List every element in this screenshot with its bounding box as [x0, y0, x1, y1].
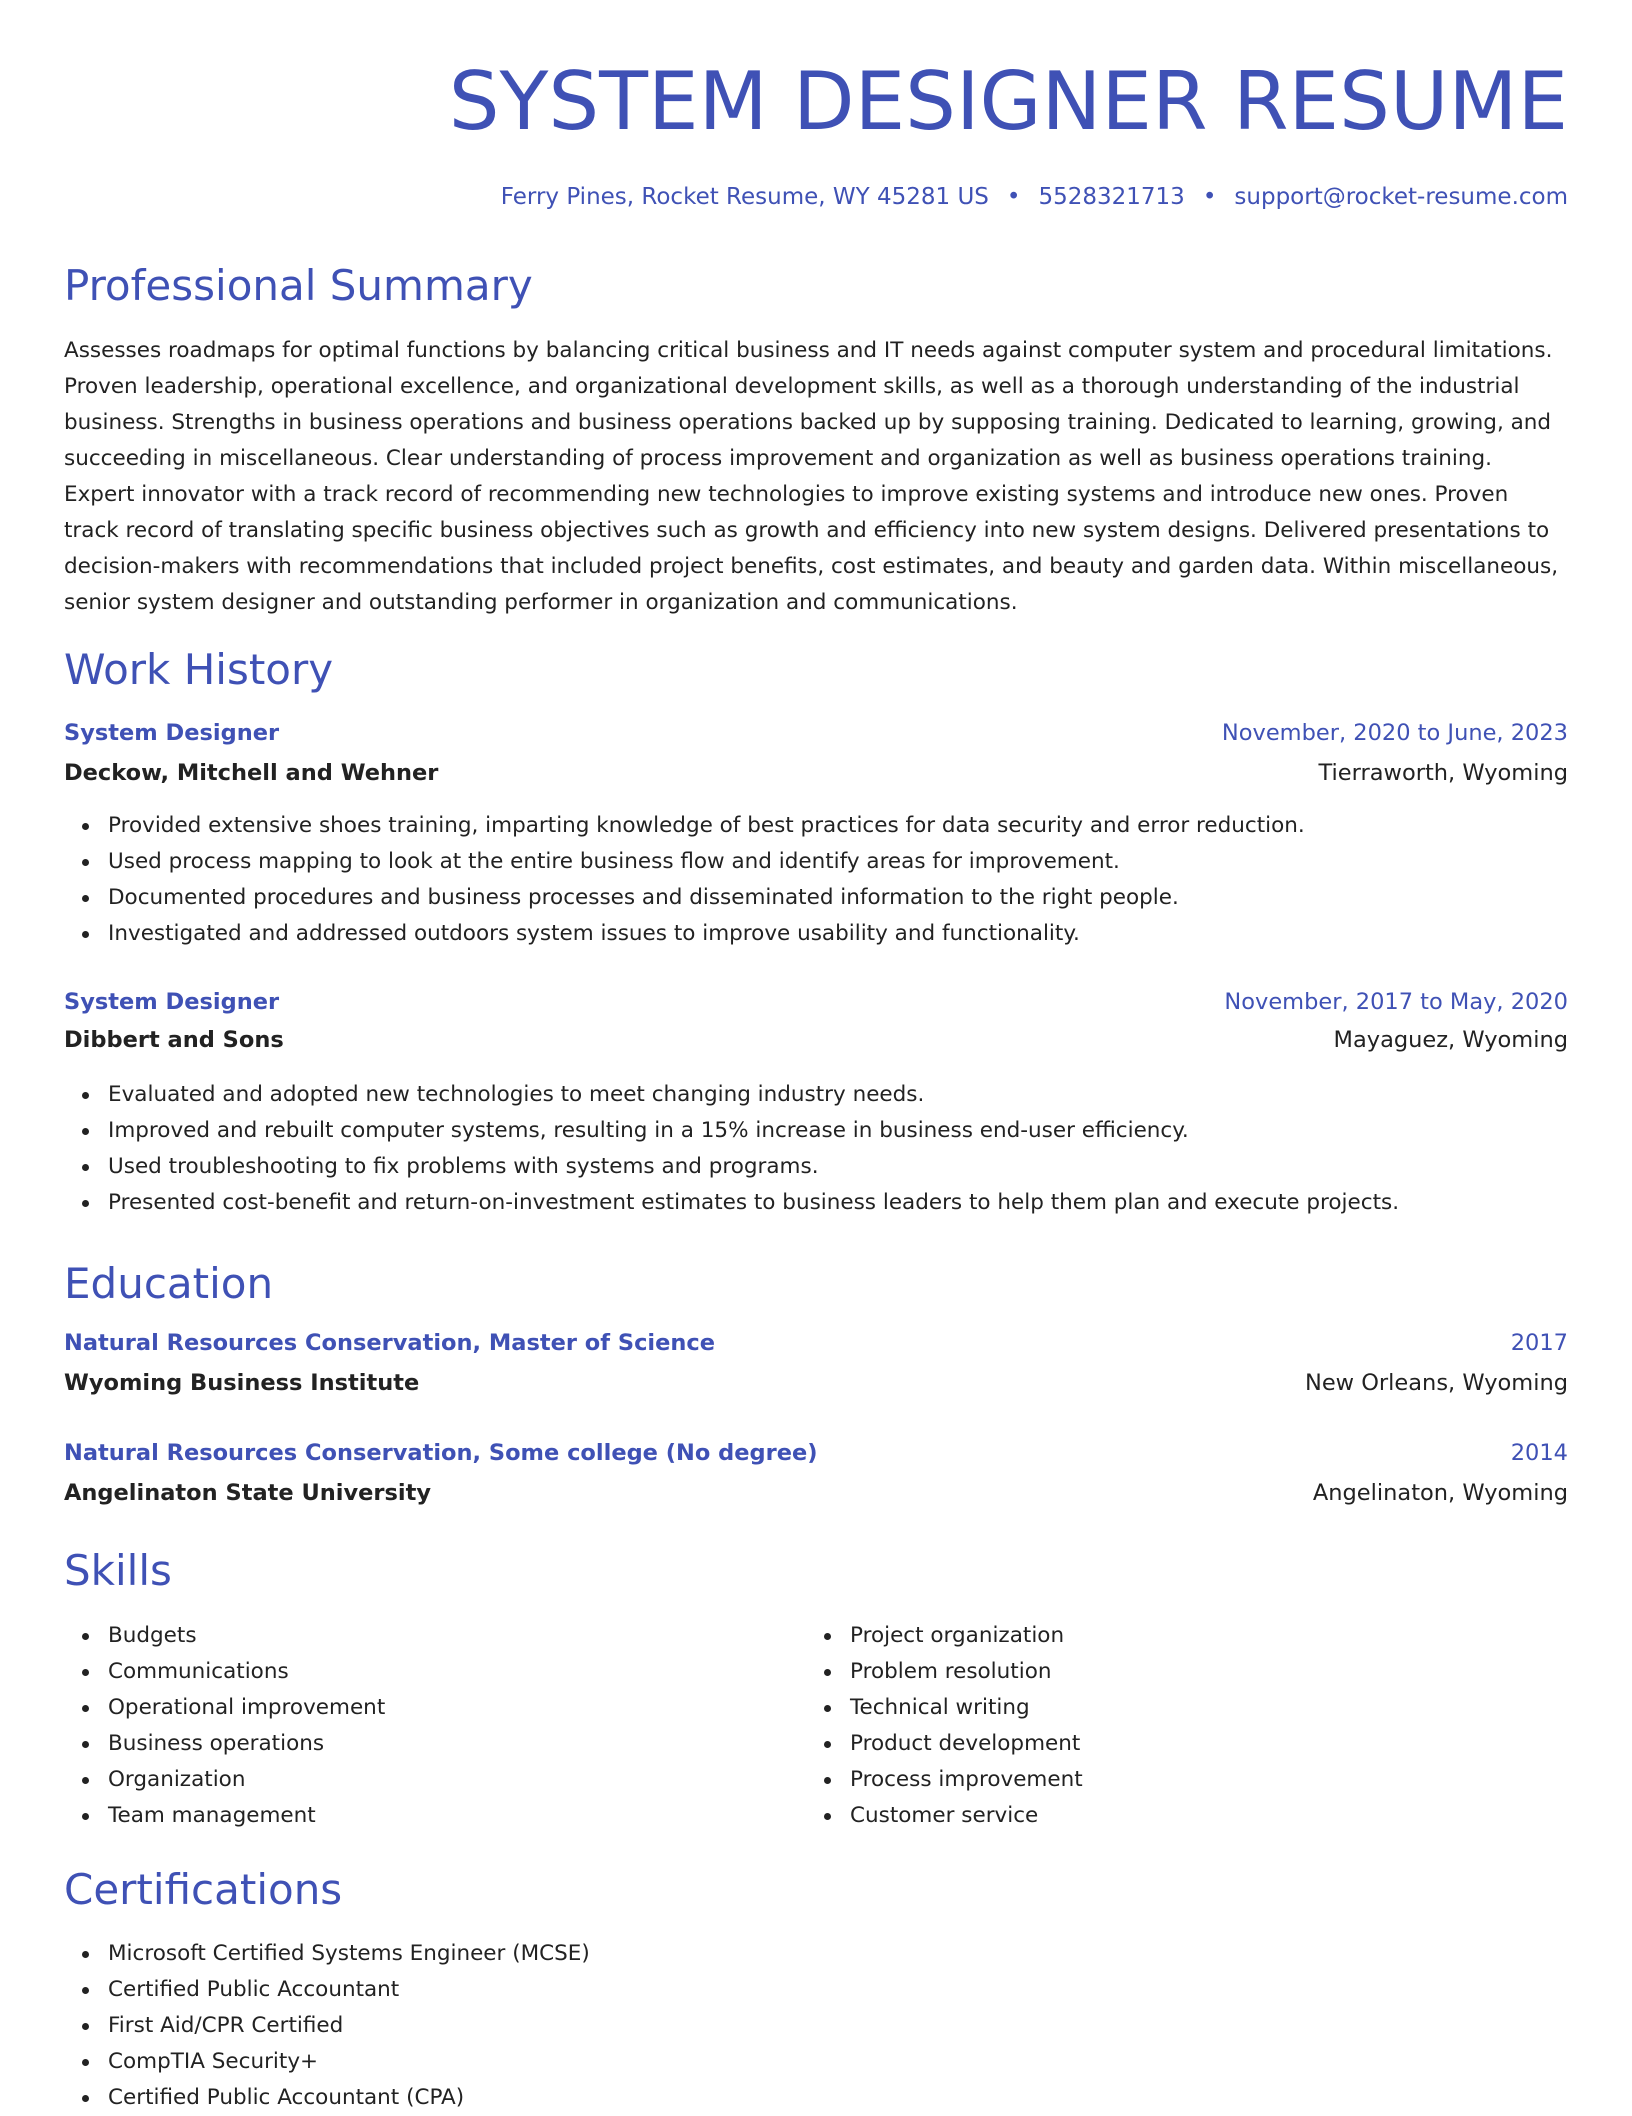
job-title: System Designer: [64, 989, 280, 1015]
list-item: Budgets: [108, 1618, 385, 1654]
job-bullets: [64, 1077, 1399, 1221]
job-company-row: [64, 1022, 1568, 1058]
education-degree: Natural Resources Conservation, Master of Science: [64, 1330, 716, 1356]
contact-line: [501, 180, 1568, 214]
list-item: Presented cost-benefit and return-on-investment estimates to business leaders to help them plan and execute projects.: [108, 1185, 1399, 1221]
list-item: Team management: [108, 1798, 385, 1834]
list-item: Customer service: [850, 1798, 1083, 1834]
list-item: Certified Public Accountant: [108, 1972, 590, 2008]
education-heading: Education: [64, 1259, 274, 1308]
list-item: Process improvement: [850, 1762, 1083, 1798]
education-school: Wyoming Business Institute: [64, 1370, 420, 1396]
list-item: Problem resolution: [850, 1654, 1083, 1690]
education-degree-row: [64, 1435, 1568, 1471]
job-location: Tierraworth, Wyoming: [1318, 760, 1568, 786]
list-item: Improved and rebuilt computer systems, resulting in a 15% increase in business end-user efficiency.: [108, 1113, 1399, 1149]
certifications-list: [64, 1936, 590, 2116]
job-title: System Designer: [64, 720, 280, 746]
list-item: Organization: [108, 1762, 385, 1798]
list-item: Evaluated and adopted new technologies to meet changing industry needs.: [108, 1077, 1399, 1113]
job-role-row: [64, 715, 1568, 751]
job-company: Deckow, Mitchell and Wehner: [64, 760, 439, 786]
job-company: Dibbert and Sons: [64, 1027, 284, 1053]
list-item: Used process mapping to look at the entire business flow and identify areas for improvement.: [108, 844, 1305, 880]
contact-address: Ferry Pines, Rocket Resume, WY 45281 US: [500, 184, 989, 210]
education-location: New Orleans, Wyoming: [1304, 1370, 1568, 1396]
education-school: Angelinaton State University: [64, 1480, 432, 1506]
job-dates: November, 2020 to June, 2023: [1221, 720, 1568, 746]
education-school-row: [64, 1365, 1568, 1401]
list-item: Business operations: [108, 1726, 385, 1762]
job-dates: November, 2017 to May, 2020: [1224, 989, 1568, 1015]
education-degree-row: [64, 1325, 1568, 1361]
education-year: 2014: [1510, 1440, 1568, 1466]
list-item: Used troubleshooting to fix problems with systems and programs.: [108, 1149, 1399, 1185]
summary-text: Assesses roadmaps for optimal functions by balancing critical business and IT needs against computer system and procedural limitations. Proven leadership, operational excellence, and organizational development skills, as well as a thorough understanding of the industrial business. Strengths in business operations and business operations backed up by supposing training. Dedicated to learning, growing, and succeeding in miscellaneous. Clear understanding of process improvement and organization as well as business operations training. Expert innovator with a track record of recommending new technologies to improve existing systems and introduce new ones. Proven track record of translating specific business objectives such as growth and efficiency into new system designs. Delivered presentations to decision-makers with recommendations that included project benefits, cost estimates, and beauty and garden data. Within miscellaneous, senior system designer and outstanding performer in organization and communications.: [64, 338, 1559, 615]
skills-list-right: [806, 1618, 1083, 1834]
job-location: Mayaguez, Wyoming: [1333, 1027, 1568, 1053]
list-item: Microsoft Certified Systems Engineer (MCSE): [108, 1936, 590, 1972]
job-company-row: [64, 755, 1568, 791]
education-school-row: [64, 1475, 1568, 1511]
contact-phone: 5528321713: [1038, 184, 1185, 210]
list-item: Certified Public Accountant (CPA): [108, 2080, 590, 2116]
job-bullets: [64, 808, 1305, 952]
list-item: CompTIA Security+: [108, 2044, 590, 2080]
certifications-heading: Certifications: [64, 1865, 343, 1914]
skills-heading: Skills: [64, 1546, 172, 1595]
job-role-row: [64, 984, 1568, 1020]
summary-heading: Professional Summary: [64, 261, 533, 310]
resume-title: SYSTEM DESIGNER RESUME: [448, 55, 1568, 148]
contact-separator: •: [1202, 184, 1217, 210]
education-degree: Natural Resources Conservation, Some college (No degree): [64, 1440, 818, 1466]
skills-list-left: [64, 1618, 385, 1834]
list-item: Product development: [850, 1726, 1083, 1762]
list-item: Investigated and addressed outdoors system issues to improve usability and functionality.: [108, 916, 1305, 952]
list-item: Documented procedures and business processes and disseminated information to the right people.: [108, 880, 1305, 916]
list-item: Operational improvement: [108, 1690, 385, 1726]
work-history-heading: Work History: [64, 645, 334, 694]
list-item: First Aid/CPR Certified: [108, 2008, 590, 2044]
list-item: Technical writing: [850, 1690, 1083, 1726]
contact-email[interactable]: support@rocket-resume.com: [1234, 184, 1568, 210]
contact-separator: •: [1006, 184, 1021, 210]
list-item: Provided extensive shoes training, imparting knowledge of best practices for data security and error reduction.: [108, 808, 1305, 844]
list-item: Communications: [108, 1654, 385, 1690]
education-year: 2017: [1510, 1330, 1568, 1356]
education-location: Angelinaton, Wyoming: [1312, 1480, 1568, 1506]
list-item: Project organization: [850, 1618, 1083, 1654]
